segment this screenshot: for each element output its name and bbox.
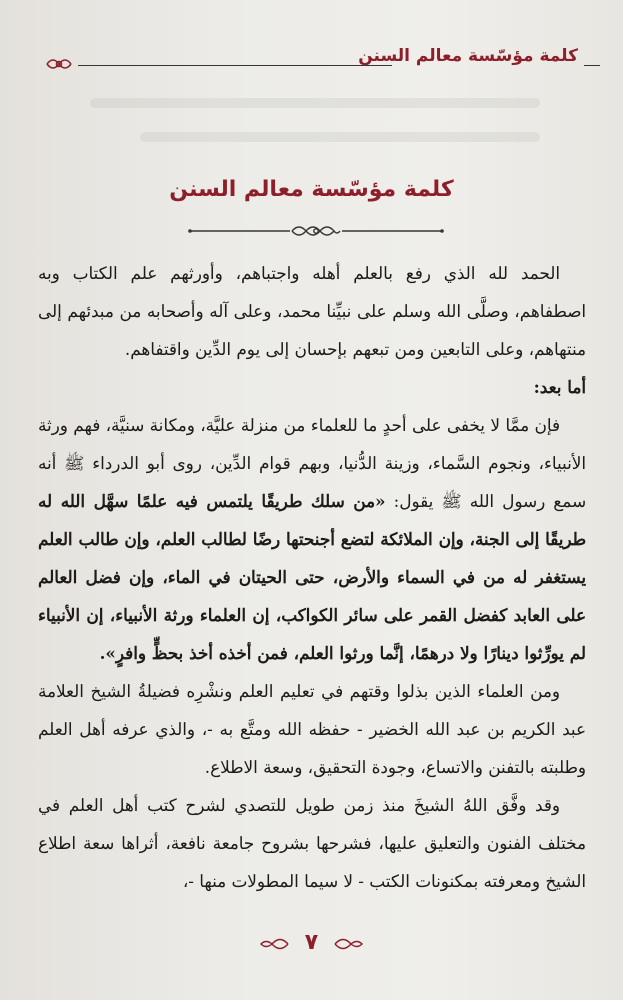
header-knot-ornament-icon [44, 54, 74, 74]
paragraph-sheikh: ومن العلماء الذين بذلوا وقتهم في تعليم العلم ونشْرِه فضيلةُ الشيخ العلامة عبد الكريم بن عبد الله الخضير - حفظه الله ومتَّع به -، والذي عرفه أهل العلم وطلبته بالتفنن والاتساع، وجودة التحقيق، وسعة الاطلاع. [38, 681, 586, 777]
hadith-quote: «من سلك طريقًا يلتمس فيه علمًا سهَّل الله له طريقًا إلى الجنة، وإن الملائكة لتضع أجنحتها رضًا لطالب العلم، وإن طالب العلم يستغفر له من في السماء والأرض، حتى الحيتان في الماء، وإن فضل العالم على العابد كفضل القمر على سائر الكواكب، إن العلماء ورثة الأنبياء، إن الأنبياء لم يورِّثوا دينارًا ولا درهمًا، إنَّما ورثوا العلم، فمن أخذه أخذ بحظٍّ وافرٍ». [38, 491, 586, 663]
paragraph-hadith [38, 406, 586, 672]
hadith-intro: فإن ممَّا لا يخفى على أحدٍ ما للعلماء من منزلة عليَّة، ومكانة سنيَّة، فهم ورثة الأنبياء، ونجوم السَّماء، وزينة الدُّنيا، وبهم قوام الدِّين، روى أبو الدرداء ﷺ أنه سمع رسول الله ﷺ يقول: [38, 415, 587, 511]
section-title: كلمة مؤسّسة معالم السنن [169, 177, 454, 202]
running-header-title: كلمة مؤسّسة معالم السنن [358, 46, 578, 66]
header-rule [78, 65, 392, 66]
body-text [38, 254, 586, 900]
page-number: ٧ [304, 930, 319, 955]
folio-ornament-right-icon [333, 933, 365, 955]
bleed-through-line [90, 98, 540, 108]
paragraph-praise: الحمد لله الذي رفع بالعلم أهله واجتباهم، وأورثهم علم الكتاب وبه اصطفاهم، وصلَّى الله وسلم على نبيِّنا محمد، وعلى آله وأصحابه من مبدئهم إلى منتهاهم، وعلى التابعين ومن تبعهم بإحسان إلى يوم الدِّين واقتفاهم. [38, 263, 586, 359]
page-footer [0, 930, 623, 960]
title-divider-ornament-icon [186, 221, 446, 241]
running-header [30, 46, 600, 76]
bleed-through-line [140, 132, 540, 142]
paragraph-commentaries: وقد وفَّق اللهُ الشيخَ منذ زمن طويل للتصدي لشرح كتب أهل العلم في مختلف الفنون والتعليق عليها، فشرحها بشروح جامعة نافعة، أثراها سعة اطلاع الشيخ ومعرفته بمكنونات الكتب - لا سيما المطولات منها -، [38, 795, 586, 891]
paragraph-heading-amma-bad: أما بعد: [533, 377, 586, 397]
header-rule-right [584, 65, 600, 66]
